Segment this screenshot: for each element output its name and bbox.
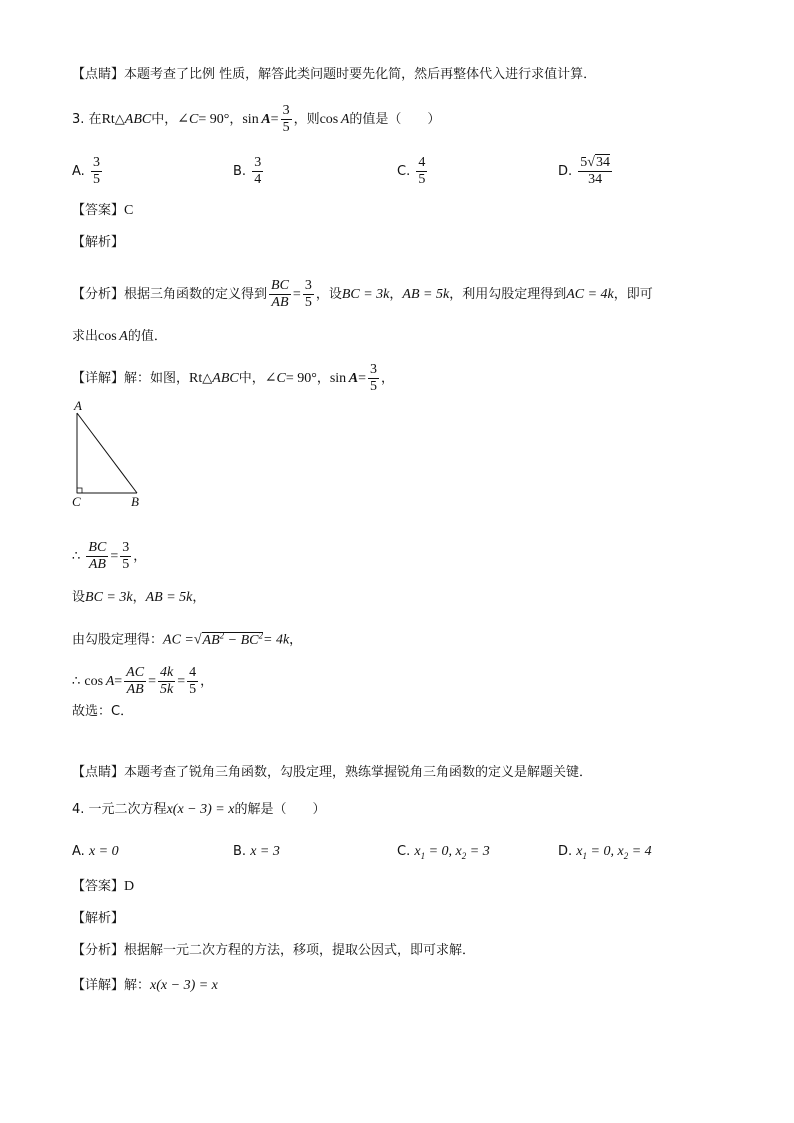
q3-detail-tri: △ <box>202 371 213 386</box>
q3-s4-a: A <box>105 674 115 689</box>
q3-s2-bc: BC = 3k <box>85 590 133 605</box>
q3-s4-eq2: = <box>148 674 156 689</box>
q4-option-d-mid: = 0, x <box>587 844 624 859</box>
q4-option-b[interactable] <box>233 843 280 861</box>
q3-then: ，则 <box>293 112 320 127</box>
q3-angle: ∠ <box>177 112 189 127</box>
q3-s3-ab: AB <box>202 632 220 648</box>
q4-analysis-text: 根据解一元二次方程的方法，移项，提取公因式，即可求解． <box>124 943 476 958</box>
q3-analysis-d: 5 <box>304 295 312 310</box>
q4-option-a[interactable] <box>72 843 119 861</box>
q3-option-a[interactable] <box>72 155 104 188</box>
q3-s4-cos: cos <box>84 674 104 689</box>
q3-detail-tag: 【详解】 <box>72 371 125 386</box>
side-ab <box>77 413 137 493</box>
q3-s4-d2: 5k <box>159 682 174 697</box>
q3-analysis-line2 <box>72 328 167 346</box>
q3-answer-line <box>72 202 133 220</box>
q3-detail-1: 解：如图， <box>124 371 190 386</box>
q3-s4-d1: AB <box>126 682 144 697</box>
q3-detail-zhong: 中， <box>238 371 265 386</box>
q3-s3-sup1: 2 <box>219 630 225 640</box>
q3-answer: C <box>124 203 134 218</box>
q3-abc: ABC <box>124 112 152 127</box>
q3-detail <box>72 362 394 395</box>
q3-option-c-label: C. <box>397 164 411 179</box>
q3-option-d-label: D. <box>558 164 573 179</box>
q3-step-4 <box>72 665 213 698</box>
q3-analysis-ab: AB = 5k <box>402 287 450 302</box>
q4-option-d-s2: 2 <box>623 850 629 861</box>
q3-option-c[interactable] <box>397 155 429 188</box>
q3-analysis-2: ，设 <box>315 287 342 302</box>
q3-s4-eq3: = <box>177 674 186 689</box>
q4-answer: D <box>124 879 135 894</box>
q3-detail-sin: sin <box>329 371 347 386</box>
q3-s2-end: ， <box>192 590 206 605</box>
q4-option-b-label: B. <box>233 844 247 859</box>
q3-c: C <box>189 112 199 127</box>
q3-stem <box>72 103 440 136</box>
q3-detail-abc: ABC <box>212 371 239 386</box>
q3-value-is: 的值是（ ） <box>349 112 441 127</box>
q3-option-c-den: 5 <box>418 172 426 187</box>
q3-s3-minus: − BC <box>224 632 259 648</box>
q3-s4-n1: AC <box>126 665 145 680</box>
q4-option-c[interactable] <box>397 843 490 865</box>
q4-detail-tag: 【详解】 <box>72 978 125 993</box>
q4-stem-a: 一元二次方程 <box>88 802 167 817</box>
q3-step-3 <box>72 626 302 650</box>
q3-comma: ， <box>229 112 243 127</box>
vertex-b-label: B <box>131 494 139 509</box>
q3-eq: = <box>270 112 279 127</box>
q3-option-d-rad: 34 <box>595 155 610 170</box>
q4-option-d[interactable] <box>558 843 652 865</box>
q3-analysis-tag: 【分析】 <box>72 287 125 302</box>
q3-tri: △ <box>114 112 125 127</box>
q3-sin: sin <box>242 112 259 127</box>
q3-s1-d: AB <box>88 557 106 572</box>
q3-s4-eq1: = <box>114 674 123 689</box>
q3-detail-rt: Rt <box>189 371 203 386</box>
q3-s4-d3: 5 <box>189 682 197 697</box>
q3-s1-rd: 5 <box>122 557 130 572</box>
q3-detail-eq90: = 90° <box>285 371 317 386</box>
q3-option-a-label: A. <box>72 164 85 179</box>
q4-option-d-x1: x <box>576 844 583 859</box>
q4-option-c-label: C. <box>397 844 411 859</box>
q3-s1-eq: = <box>110 549 119 564</box>
q3-option-b[interactable] <box>233 155 265 188</box>
q3-detail-comma: ， <box>316 371 330 386</box>
prev-dianjing-line <box>72 66 596 84</box>
q3-s3-text: 由勾股定理得： <box>72 632 164 648</box>
q3-s4-n3: 4 <box>189 665 197 680</box>
q3-dianjing <box>72 764 592 782</box>
q3-analysis-line2-a: 求出 <box>72 329 99 344</box>
q3-analysis-n: 3 <box>304 278 312 293</box>
q3-option-c-num: 4 <box>418 155 426 170</box>
q4-number: 4. <box>72 802 85 817</box>
q4-jiexi: 【解析】 <box>72 911 125 926</box>
q3-dianjing-text: 本题考查了锐角三角函数，勾股定理，熟练掌握锐角三角函数的定义是解题关键． <box>124 765 593 780</box>
q3-detail-end: ， <box>381 371 395 386</box>
q3-s3-res: = 4k <box>263 632 290 648</box>
q4-detail <box>72 977 218 995</box>
q3-analysis-eq: = <box>292 287 301 302</box>
prev-dianjing-tag: 【点睛】 <box>72 67 125 82</box>
q3-option-a-num: 3 <box>92 155 100 170</box>
q4-answer-line <box>72 878 134 896</box>
q4-analysis <box>72 942 475 960</box>
q3-option-a-den: 5 <box>92 172 100 187</box>
q3-detail-d: 5 <box>370 379 378 394</box>
q3-zhong: 中， <box>151 112 178 127</box>
q3-analysis-4: ，利用勾股定理得到 <box>449 287 567 302</box>
q4-option-c-s2: 2 <box>461 850 467 861</box>
therefore-icon-2: ∴ <box>72 674 81 689</box>
q3-step-1 <box>72 540 146 573</box>
q3-s3-radicand <box>202 632 263 648</box>
right-angle-mark <box>77 488 82 493</box>
q3-frac-num: 3 <box>282 103 290 118</box>
q4-option-b-text: x = 3 <box>250 844 280 859</box>
prev-dianjing-text: 本题考查了比例 性质，解答此类问题时要先化简，然后再整体代入进行求值计算． <box>124 67 597 82</box>
q4-option-c-x1: x <box>414 844 421 859</box>
q3-a2: A <box>340 112 350 127</box>
q3-eq90: = 90° <box>198 112 230 127</box>
q3-number: 3. <box>72 112 85 127</box>
q3-choose: 故选：C． <box>72 704 134 719</box>
q3-cos: cos <box>319 112 339 127</box>
q4-option-c-end: = 3 <box>466 844 490 859</box>
q3-jiexi: 【解析】 <box>72 235 125 250</box>
q3-s1-n: BC <box>88 540 107 555</box>
q4-stem <box>72 801 325 819</box>
q4-stem-eq: x(x − 3) = x <box>166 802 235 817</box>
q4-stem-b: 的解是（ ） <box>234 802 326 817</box>
q3-frac-den: 5 <box>282 120 290 135</box>
q3-s2-ab: AB = 5k <box>145 590 193 605</box>
q3-rt: Rt <box>101 112 115 127</box>
vertex-a-label: A <box>74 398 82 413</box>
q3-option-b-label: B. <box>233 164 247 179</box>
q4-detail-a: 解： <box>124 978 151 993</box>
q3-dianjing-tag: 【点睛】 <box>72 765 125 780</box>
q3-detail-c: C <box>276 371 286 386</box>
q4-option-d-end: = 4 <box>628 844 652 859</box>
q4-option-c-mid: = 0, x <box>425 844 462 859</box>
q4-option-a-text: x = 0 <box>88 844 119 859</box>
q3-detail-eq: = <box>358 371 367 386</box>
q4-option-d-label: D. <box>558 844 573 859</box>
q3-answer-tag: 【答案】 <box>72 203 125 218</box>
q3-option-d[interactable]: D. $\frac{5√34}{34}$ <box>558 155 610 187</box>
q3-s2-she: 设 <box>72 590 86 605</box>
q3-analysis-a: A <box>119 329 128 344</box>
triangle-figure <box>64 398 154 510</box>
q3-analysis-ac: AC = 4k <box>566 287 614 302</box>
q3-analysis-5: ，即可 <box>613 287 653 302</box>
q4-detail-eq: x(x − 3) = x <box>150 978 218 993</box>
q4-answer-tag: 【答案】 <box>72 879 125 894</box>
q4-option-a-label: A. <box>72 844 85 859</box>
q3-s1-rn: 3 <box>122 540 130 555</box>
therefore-icon: ∴ <box>72 549 81 564</box>
vertex-c-label: C <box>72 494 81 509</box>
q3-analysis-fd: AB <box>271 295 289 310</box>
q4-option-d-s1: 1 <box>582 850 588 861</box>
q3-option-b-num: 3 <box>254 155 262 170</box>
q3-detail-a: A <box>348 371 359 386</box>
q3-detail-n: 3 <box>370 362 378 377</box>
sqrt-icon: √ <box>193 632 202 648</box>
q3-s3-sup2: 2 <box>258 630 263 640</box>
q3-option-d-coef: 5 <box>580 155 588 170</box>
q4-option-c-s1: 1 <box>420 850 426 861</box>
q3-prefix: 在 <box>88 112 102 127</box>
q3-s4-n2: 4k <box>159 665 174 680</box>
q3-fraction <box>281 103 292 136</box>
q3-analysis-cos: cos <box>98 329 117 344</box>
q3-analysis-1: 根据三角函数的定义得到 <box>124 287 268 302</box>
q3-analysis-fn: BC <box>271 278 289 293</box>
q3-analysis <box>72 278 653 311</box>
q3-s4-end: ， <box>200 674 214 689</box>
q3-s3-end: ， <box>289 632 303 648</box>
q3-detail-angle: ∠ <box>264 371 277 386</box>
q3-analysis-3: ， <box>389 287 403 302</box>
q3-s3-ac: AC = <box>163 632 194 648</box>
q3-a: A <box>261 112 271 127</box>
q3-analysis-bc: BC = 3k <box>341 287 390 302</box>
q3-option-d-den: 34 <box>588 172 603 187</box>
q3-analysis-line2-b: 的值． <box>127 329 167 344</box>
q3-s2-c: ， <box>132 590 146 605</box>
q3-step-2 <box>72 589 205 607</box>
q3-option-b-den: 4 <box>254 172 262 187</box>
q3-s1-end: ， <box>133 549 147 564</box>
q4-analysis-tag: 【分析】 <box>72 943 125 958</box>
